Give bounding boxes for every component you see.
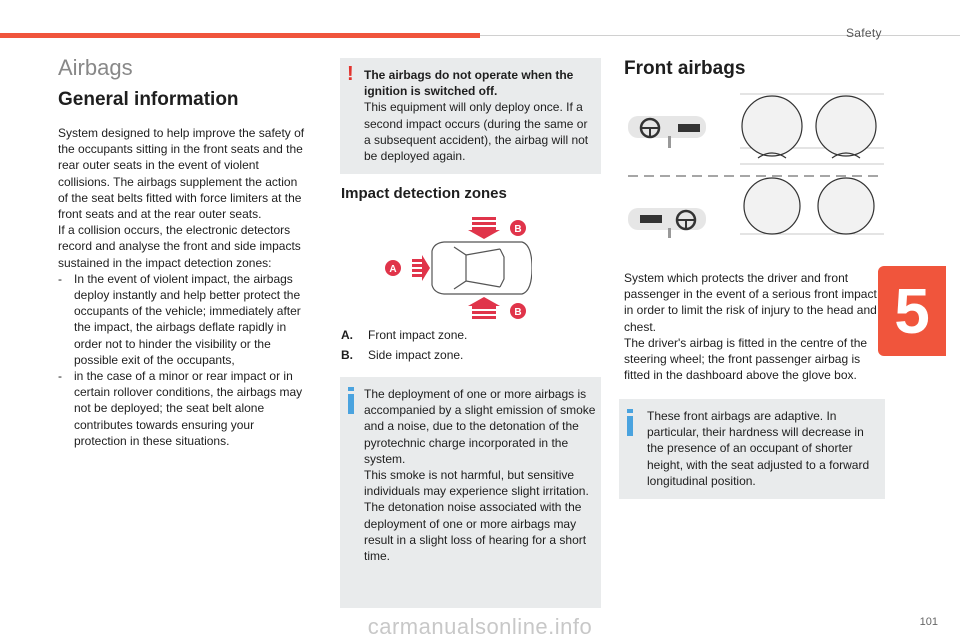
label-a-marker — [385, 260, 401, 276]
impact-zones-diagram — [382, 215, 532, 321]
general-info-heading: General information — [58, 89, 239, 110]
front-impact-arrows — [412, 255, 430, 281]
info-box-smoke — [340, 377, 601, 608]
bullet-dash: - — [58, 271, 62, 286]
impact-legend — [341, 327, 591, 367]
page-title: Airbags — [58, 55, 133, 80]
car-outline-icon — [432, 242, 532, 294]
detection-paragraph: If a collision occurs, the electronic detectors record and analyse the front and side impacts sustained in the impact detection zones: — [58, 223, 301, 270]
legend-item — [341, 347, 591, 363]
intro-paragraph: System designed to help improve the safety of the occupants sitting in the front seats and the rear outer seats in the event of violent collisions. The airbags supplement the action of the seat belts fitted with force limiters at the front seats and at the rear outer seats. — [58, 126, 305, 222]
warning-icon: ! — [347, 63, 354, 85]
warning-box — [340, 58, 601, 174]
info-box-adaptive — [619, 399, 885, 499]
general-info-column — [58, 55, 308, 449]
dashboard-driver-right-icon — [628, 208, 706, 238]
section-label: Safety — [846, 26, 882, 40]
side-impact-arrows-bottom — [468, 297, 500, 319]
info-icon — [627, 409, 633, 436]
airbag-deployed-icon — [744, 178, 874, 234]
info-icon — [348, 387, 354, 414]
warning-bold-text: The airbags do not operate when the ignition is switched off. — [364, 68, 574, 99]
top-accent-bar — [0, 33, 480, 38]
list-item-text: in the case of a minor or rear impact or in certain rollover conditions, the airbags may not be deployed; the seat belt alone contributes towards ensuring your protection in these situations. — [74, 369, 303, 448]
legend-key: B. — [341, 348, 353, 362]
label-a: A — [389, 264, 397, 275]
front-paragraph: The driver's airbag is fitted in the centre of the steering wheel; the front passenger airbag is fitted in the dashboard above the glove box. — [624, 335, 868, 383]
info-text — [364, 386, 596, 564]
warning-text — [364, 67, 592, 164]
list-item — [58, 368, 308, 449]
legend-item — [341, 327, 591, 343]
side-impact-arrows-top — [468, 217, 500, 239]
label-b-top: B — [514, 224, 522, 235]
front-paragraph: System which protects the driver and front passenger in the event of a serious front impact in order to limit the risk of injury to the head and chest. — [624, 271, 877, 334]
legend-text: Front impact zone. — [368, 328, 468, 342]
list-item — [58, 271, 308, 368]
top-divider — [480, 35, 960, 36]
legend-key: A. — [341, 328, 353, 342]
warning-body-text: This equipment will only deploy once. If a second impact occurs (during the same or a subsequent accident), the airbag will not be deployed again. — [364, 100, 589, 164]
chapter-tab: 5 — [878, 266, 946, 356]
info-paragraph: The deployment of one or more airbags is accompanied by a slight emission of smoke and a noise, due to the detonation of the pyrotechnic charge incorporated in the system. — [364, 387, 596, 466]
label-b-bottom-marker — [510, 303, 526, 319]
dashboard-driver-left-icon — [628, 116, 706, 148]
label-b-bottom: B — [514, 307, 522, 318]
page-number: 101 — [919, 616, 938, 628]
front-airbags-illustration — [628, 88, 884, 238]
info-text: These front airbags are adaptive. In particular, their hardness will decrease in the presence of an occupant of shorter height, with the seat adjusted to a forward longitudinal position. — [647, 409, 870, 488]
watermark: carmanualsonline.info — [367, 614, 593, 639]
bullet-dash: - — [58, 369, 62, 384]
front-airbags-text — [624, 270, 886, 383]
front-airbags-heading: Front airbags — [624, 58, 746, 79]
label-b-top-marker — [510, 220, 526, 236]
airbag-deployed-icon — [742, 96, 876, 158]
info-paragraph: This smoke is not harmful, but sensitive individuals may experience slight irritation. The detonation noise associated with the deployment of one or more airbags may result in a slight loss of hearing for a short time. — [364, 468, 589, 564]
list-item-text: In the event of violent impact, the airbags deploy instantly and help better protect the occupants of the vehicle; immediately after the impact, the airbags deflate rapidly in order not to hinder the visibility or the possible exit of the occupants, — [74, 271, 301, 367]
impact-zones-heading: Impact detection zones — [341, 185, 507, 202]
legend-text: Side impact zone. — [368, 348, 464, 362]
